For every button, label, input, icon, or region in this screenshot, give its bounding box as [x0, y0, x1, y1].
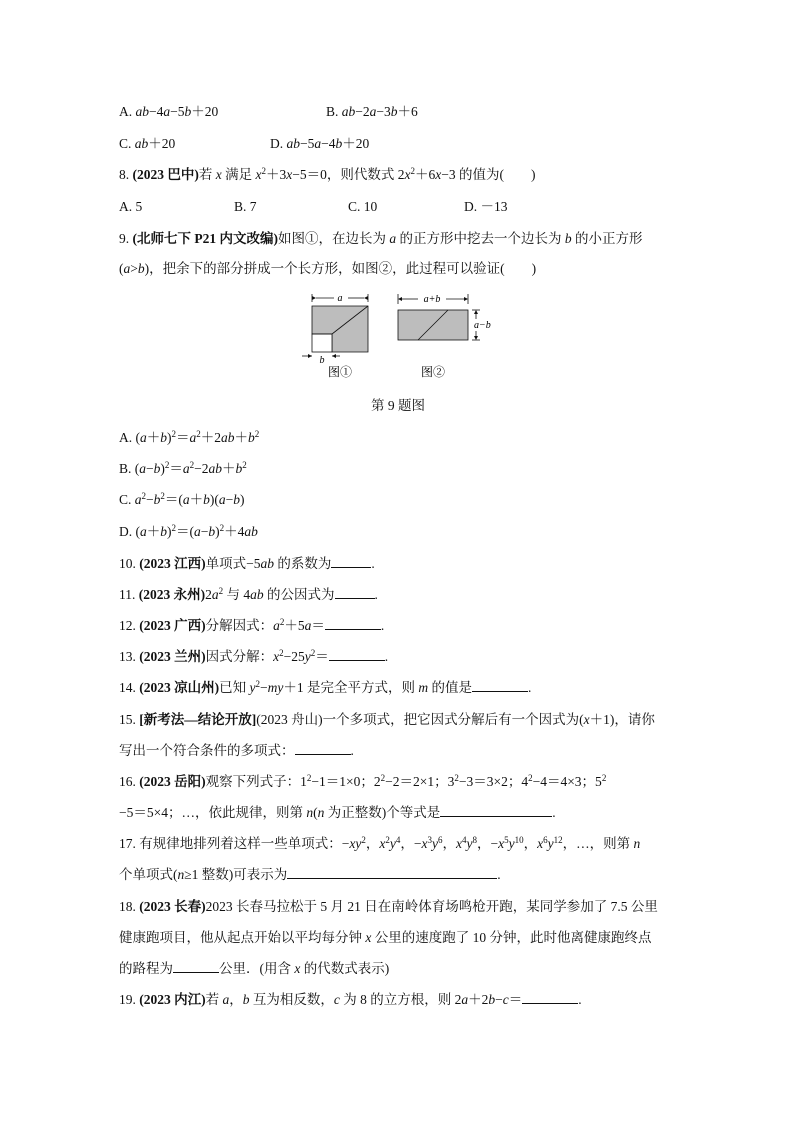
question-9-line2: (a>b)，把余下的部分拼成一个长方形，如图②，此过程可以验证( ) [119, 261, 537, 276]
question-16-line2: −5＝5×4；…，依此规律，则第 n(n 为正整数)个等式是 . [119, 805, 556, 820]
question-source: (2023 永州) [138, 587, 206, 602]
question-15-line2: 写出一个符合条件的多项式： . [119, 743, 354, 758]
question-source: (2023 江西) [139, 556, 206, 571]
answer-blank[interactable] [335, 586, 375, 599]
q9-option-a: A. $(a+b)^2=a^2+2ab+b^2$ [119, 429, 260, 445]
figure-1 [302, 293, 368, 379]
fig2-label-right: a−b [474, 320, 491, 331]
question-8: 8. (2023 巴中)若 x 满足 $x^2+3x-5=0$，则代数式 $2x^2+6x-3$ 的值为( ) [119, 166, 536, 182]
question-source: (北师七下 P21 内文改编) [132, 231, 278, 246]
answer-blank[interactable] [440, 804, 552, 817]
question-10: 10. (2023 江西)单项式−5ab 的系数为 . [119, 556, 375, 571]
q8-option-d: D. －13 [464, 199, 508, 214]
q9-option-b: B. $(a-b)^2=a^2-2ab+b^2$ [119, 460, 247, 476]
fig1-label-b: b [319, 355, 325, 366]
question-source: (2023 巴中) [132, 167, 199, 182]
question-12: 12. (2023 广西)分解因式：$a^2+5a=$ . [119, 617, 385, 633]
q8-option-b: B. 7 [234, 199, 257, 214]
question-18-line2: 健康跑项目，他从起点开始以平均每分钟 x 公里的速度跑了 10 分钟，此时他离健康跑终点 [119, 930, 652, 945]
question-13: 13. (2023 兰州)因式分解：$x^2-25y^2=$ . [119, 648, 389, 664]
question-17-line2: 个单项式(n≥1 整数)可表示为 . [119, 867, 501, 882]
answer-blank[interactable] [331, 555, 371, 568]
question-9-figure-caption: 第 9 题图 [371, 398, 425, 413]
question-source: (2023 长春) [139, 899, 206, 914]
question-18-line3: 的路程为 公里．(用含 x 的代数式表示) [119, 961, 390, 976]
answer-blank[interactable] [173, 960, 219, 973]
question-source: (2023 兰州) [139, 649, 206, 664]
answer-blank[interactable] [472, 679, 528, 692]
fig2-caption: 图② [420, 365, 446, 379]
question-source: (2023 内江) [139, 992, 206, 1007]
question-15-line1: 15. [新考法—结论开放](2023 舟山)一个多项式，把它因式分解后有一个因式为(x＋1)，请你 [119, 712, 655, 727]
q7-option-c: C. ab＋20 [119, 136, 176, 151]
q9-option-c: C. $a^2-b^2=(a+b)(a-b)$ [119, 491, 245, 507]
question-9-figure [290, 290, 510, 390]
question-source: [新考法—结论开放] [139, 712, 257, 727]
answer-blank[interactable] [329, 648, 385, 661]
question-18-line1: 18. (2023 长春)2023 长春马拉松于 5 月 21 日在南岭体育场鸣枪开跑，某同学参加了 7.5 公里 [119, 899, 658, 914]
question-14: 14. (2023 凉山州)已知 $y^2-my+1$ 是完全平方式，则 m 的值是 . [119, 679, 532, 695]
q7-option-a: A. ab−4a−5b＋20 [119, 104, 219, 119]
q8-option-c: C. 10 [348, 199, 378, 214]
q7-option-b: B. ab−2a−3b＋6 [326, 104, 418, 119]
answer-blank[interactable] [522, 991, 578, 1004]
fig1-caption: 图① [327, 365, 353, 379]
fig1-label-a: a [337, 293, 343, 304]
question-11: 11. (2023 永州)$2a^2$ 与 4ab 的公因式为 . [119, 586, 378, 602]
question-17-line1: 17. 有规律地排列着这样一些单项式：$-xy^2$，$x^2y^4$，$-x^3y^6$，$x^4y^8$，$-x^5y^{10}$，$x^6y^{12}$，…，则第 n [119, 835, 641, 851]
question-source: (2023 凉山州) [139, 680, 220, 695]
question-16-line1: 16. (2023 岳阳)观察下列式子：$1^2-1=1\times 0$；$2^2-2=2\times 1$；$3^2-3=3\times 2$；$4^2-4=4\times 3$；$5^2$ [119, 773, 607, 789]
fig2-label-top: a+b [423, 294, 441, 305]
question-19: 19. (2023 内江)若 a，b 互为相反数，c 为 8 的立方根，则 2a＋2b−c＝ . [119, 992, 582, 1007]
q7-option-d: D. ab−5a−4b＋20 [270, 136, 370, 151]
answer-blank[interactable] [287, 866, 497, 879]
figure-2 [398, 294, 491, 379]
question-9-line1: 9. (北师七下 P21 内文改编)如图①，在边长为 a 的正方形中挖去一个边长为 b 的小正方形 [119, 231, 643, 246]
answer-blank[interactable] [325, 617, 381, 630]
question-source: (2023 广西) [139, 618, 206, 633]
question-source: (2023 岳阳) [139, 774, 206, 789]
q9-option-d: D. $(a+b)^2=(a-b)^2+4ab$ [119, 523, 258, 539]
answer-blank[interactable] [295, 742, 351, 755]
q8-option-a: A. 5 [119, 199, 143, 214]
